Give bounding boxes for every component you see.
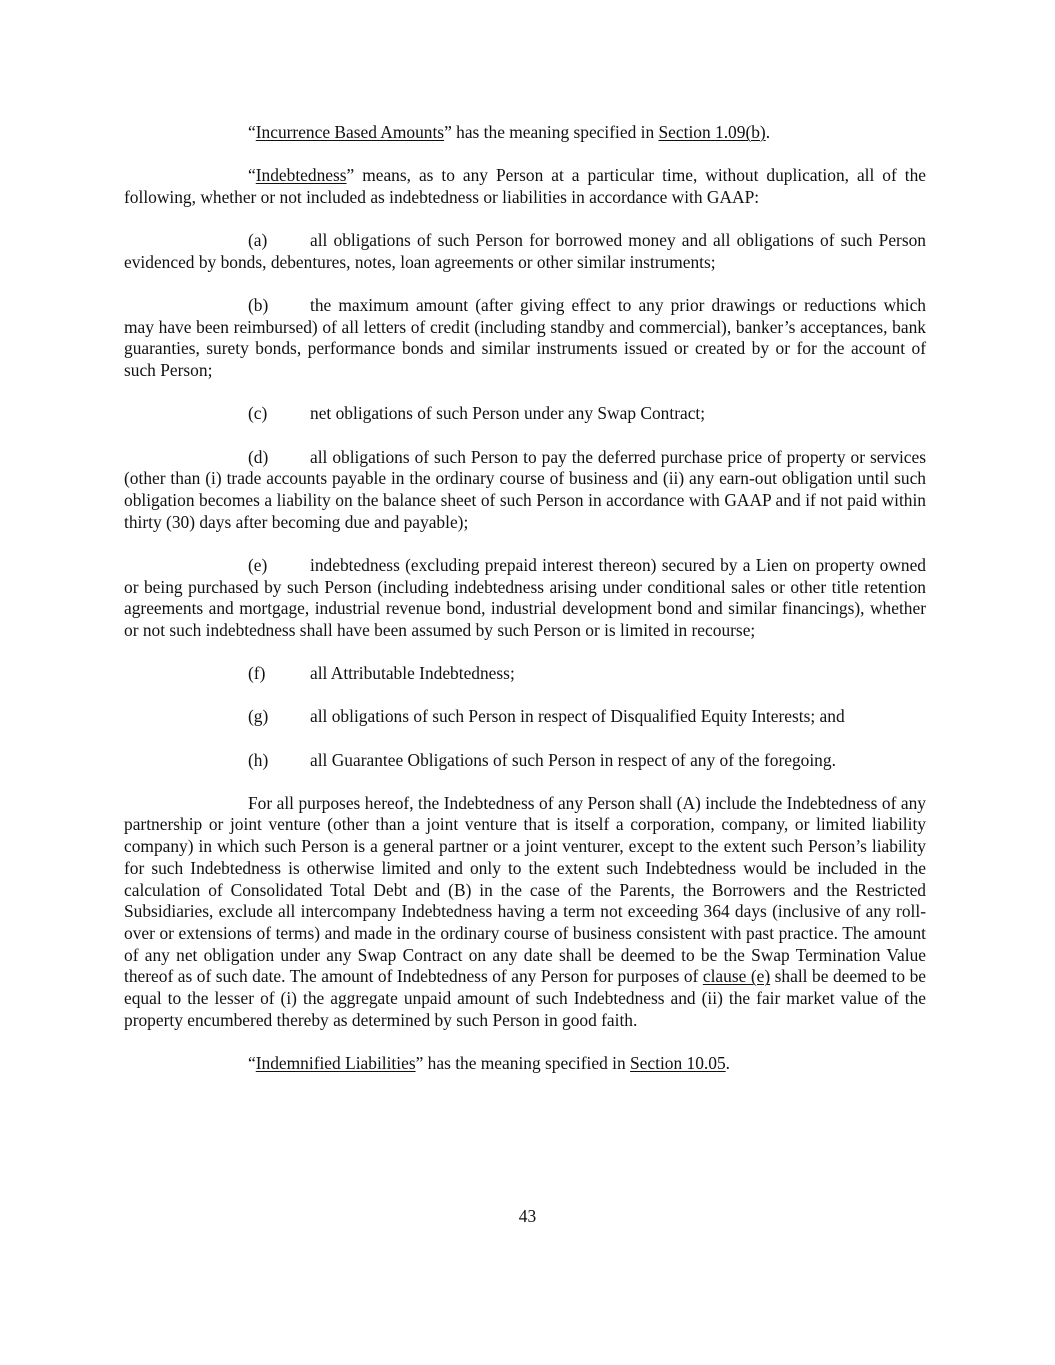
clause-a bbox=[124, 230, 926, 273]
definition-text: ” has the meaning specified in bbox=[444, 122, 659, 142]
section-reference: Section 10.05 bbox=[630, 1053, 726, 1073]
defined-term: Indemnified Liabilities bbox=[255, 1053, 416, 1073]
clause-h bbox=[124, 750, 926, 772]
clause-label: (b) bbox=[248, 295, 269, 316]
open-quote: “ bbox=[248, 165, 256, 186]
section-reference: Section 1.09(b) bbox=[658, 122, 766, 142]
purposes-text-end: shall be deemed to be equal to the lesser of (i) the aggregate unpaid amount of such Indebtedness and (ii) the fair market value of the property encumbered thereby as determined by such Person in good faith. bbox=[124, 966, 927, 1030]
definition-indemnified-liabilities bbox=[124, 1053, 926, 1075]
clause-text: all obligations of such Person in respect of Disqualified Equity Interests; and bbox=[310, 706, 845, 727]
clause-text: net obligations of such Person under any Swap Contract; bbox=[310, 403, 706, 424]
clause-text: all Guarantee Obligations of such Person in respect of any of the foregoing. bbox=[310, 749, 836, 770]
definition-incurrence-based-amounts bbox=[124, 122, 926, 144]
clause-label: (a) bbox=[248, 230, 268, 251]
definition-end: . bbox=[765, 122, 771, 142]
definition-indebtedness bbox=[124, 165, 926, 208]
open-quote: “ bbox=[248, 1053, 256, 1073]
definition-text: ” has the meaning specified in bbox=[415, 1053, 631, 1073]
definition-text: ” means, as to any Person at a particular time, without duplication, all of the following, whether or not included as indebtedness or liabilities in accordance with GAAP: bbox=[124, 165, 926, 207]
clause-label: (h) bbox=[248, 749, 269, 770]
clause-f bbox=[124, 663, 926, 685]
clause-label: (e) bbox=[248, 554, 268, 575]
page-number: 43 bbox=[518, 1206, 537, 1226]
clause-c bbox=[124, 403, 926, 425]
document-page bbox=[124, 122, 926, 1096]
clause-d bbox=[124, 447, 926, 534]
clause-text: all obligations of such Person to pay the deferred purchase price of property or services (other than (i) trade accounts payable in the ordinary course of business and (ii) any earn-out obligation until such obligation becomes a liability on the balance sheet of such Person in accordance with GAAP and if not paid within thirty (30) days after becoming due and payable); bbox=[124, 446, 926, 532]
clause-g bbox=[124, 706, 926, 728]
clause-text: the maximum amount (after giving effect to any prior drawings or reductions which may have been reimbursed) of all letters of credit (including standby and commercial), banker’s acceptances, bank guaranties, surety bonds, performance bonds and similar instruments issued or created by or for the account of such Person; bbox=[124, 295, 926, 381]
clause-label: (d) bbox=[248, 446, 269, 467]
purposes-paragraph bbox=[124, 793, 926, 1032]
defined-term: Incurrence Based Amounts bbox=[255, 122, 445, 142]
clause-label: (f) bbox=[248, 663, 266, 684]
clause-e bbox=[124, 555, 926, 642]
clause-b bbox=[124, 295, 926, 382]
open-quote: “ bbox=[248, 122, 256, 142]
clause-reference: clause (e) bbox=[702, 966, 771, 987]
clause-text: all obligations of such Person for borrowed money and all obligations of such Person evidenced by bonds, debentures, notes, loan agreements or other similar instruments; bbox=[124, 230, 926, 272]
clause-label: (c) bbox=[248, 403, 268, 424]
clause-text: all Attributable Indebtedness; bbox=[310, 663, 515, 684]
defined-term: Indebtedness bbox=[255, 165, 347, 186]
clause-text: indebtedness (excluding prepaid interest thereon) secured by a Lien on property owned or being purchased by such Person (including indebtedness arising under conditional sales or other title retention agreements and mortgage, industrial revenue bond, industrial development bond and similar financings), whether or not such indebtedness shall have been assumed by such Person or is limited in recourse; bbox=[124, 554, 926, 640]
definition-end: . bbox=[725, 1053, 731, 1073]
clause-label: (g) bbox=[248, 706, 269, 727]
purposes-text: For all purposes hereof, the Indebtedness of any Person shall (A) include the Indebtedness of any partnership or joint venture (other than a joint venture that is itself a corporation, company, or limited liability company) in which such Person is a general partner or a joint venturer, except to the extent such Person’s liability for such Indebtedness is otherwise limited and only to the extent such Indebtedness would be included in the calculation of Consolidated Total Debt and (B) in the case of the Parents, the Borrowers and the Restricted Subsidiaries, exclude all intercompany Indebtedness having a term not exceeding 364 days (inclusive of any roll-over or extensions of terms) and made in the ordinary course of business consistent with past practice. The amount of any net obligation under any Swap Contract on any date shall be deemed to be the Swap Termination Value thereof as of such date. The amount of Indebtedness of any Person for purposes of bbox=[124, 792, 926, 987]
